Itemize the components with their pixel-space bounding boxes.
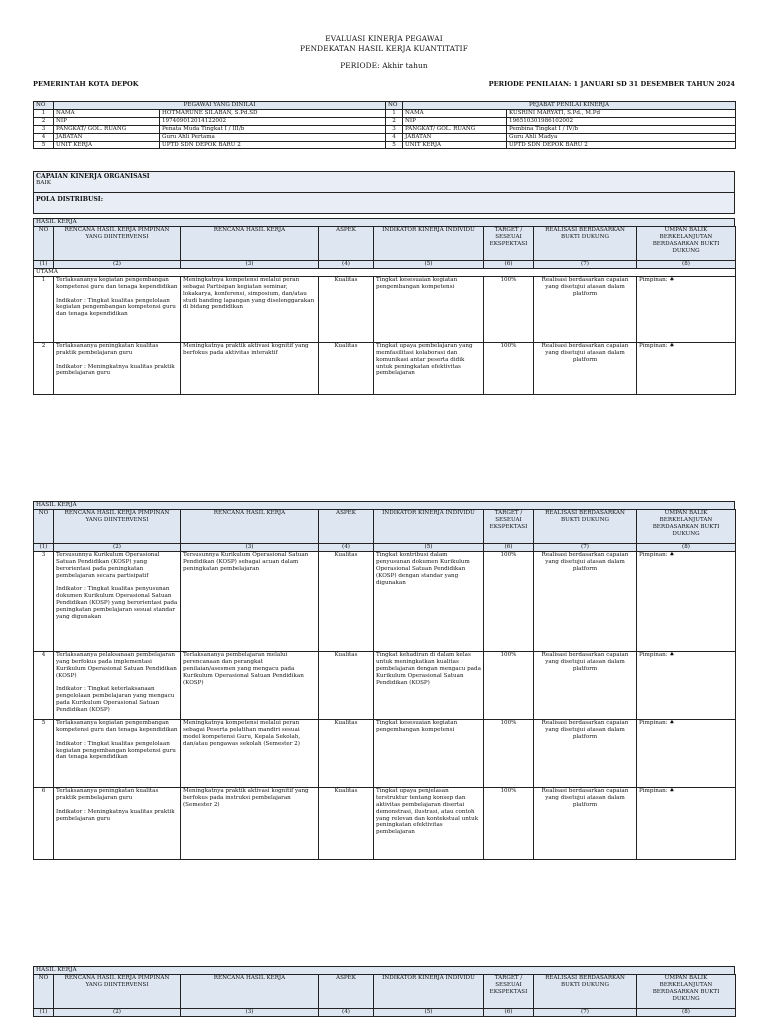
col-rencana: RENCANA HASIL KERJA xyxy=(181,975,319,1009)
item-realisasi: Realisasi berdasarkan capaian yang disetujui atasan dalam platform xyxy=(534,651,637,719)
hasil-kerja-table-1 xyxy=(33,226,736,395)
item-no: 2 xyxy=(34,342,54,394)
column-number: (1) xyxy=(34,544,54,552)
identity-no-right: 4 xyxy=(386,133,403,141)
column-number: (7) xyxy=(534,544,637,552)
item-pimpinan: Terlaksananya peningkatan kualitas praktik pembelajaran guru Indikator : Meningkatnya kualitas praktik pembelajaran guru xyxy=(54,787,181,859)
item-rencana: Meningkatnya praktik aktivasi kognitif yang berfokus pada instruksi pembelajaran (Semester 2) xyxy=(181,787,319,859)
periode-penilaian-label: PERIODE PENILAIAN: 1 JANUARI SD 31 DESEMBER TAHUN 2024 xyxy=(488,79,735,88)
hasil-kerja-block-3 xyxy=(33,966,735,1017)
identity-no-right: 5 xyxy=(386,141,403,149)
instansi-label: PEMERINTAH KOTA DEPOK xyxy=(33,79,139,88)
table-header-row xyxy=(34,975,736,1009)
identity-no-right: 2 xyxy=(386,117,403,125)
item-rencana: Meningkatnya kompetensi melalui peran sebagai Partisipan kegiatan seminar, lokakarya, konferensi, simposium, dan/atau studi banding lapangan yang diselenggarakan di bidang pendidikan xyxy=(181,276,319,342)
col-rencana: RENCANA HASIL KERJA xyxy=(181,227,319,261)
col-umpan: UMPAN BALIK BERKELANJUTAN BERDASARKAN BUKTI DUKUNG xyxy=(637,975,736,1009)
pejabat-value: UPTD SDN DEPOK BARU 2 xyxy=(507,141,736,149)
col-rencana-pimpinan: RENCANA HASIL KERJA PIMPINAN YANG DIINTERVENSI xyxy=(54,975,181,1009)
item-aspek: Kualitas xyxy=(319,551,374,651)
identity-no: 3 xyxy=(34,125,54,133)
col-aspek: ASPEK xyxy=(319,227,374,261)
header-meta-row xyxy=(33,80,735,88)
identity-no: 5 xyxy=(34,141,54,149)
item-aspek: Kualitas xyxy=(319,719,374,787)
hasil-kerja-block-2 xyxy=(33,501,735,860)
pegawai-value: 197409012014122002 xyxy=(160,117,386,125)
identity-row xyxy=(34,141,736,149)
item-pimpinan: Terlaksananya pelaksanaan pembelajaran yang berfokus pada implementasi Kurikulum Operasional Satuan Pendidikan (KOSP) Indikator : Tingkat keterlaksanaan pengelolaan pembelajaran yang mengacu pada Kurikulum Operasional Satuan Pendidikan (KOSP) xyxy=(54,651,181,719)
col-rencana: RENCANA HASIL KERJA xyxy=(181,510,319,544)
col-indikator: INDIKATOR KINERJA INDIVIDU xyxy=(374,227,484,261)
utama-label: UTAMA xyxy=(34,268,736,276)
pejabat-header: PEJABAT PENILAI KINERJA xyxy=(403,102,736,110)
identity-label-right: PANGKAT/ GOL. RUANG xyxy=(403,125,507,133)
hasil-kerja-title: HASIL KERJA xyxy=(33,501,735,509)
item-umpan: Pimpinan: ♠ xyxy=(637,551,736,651)
item-target: 100% xyxy=(484,551,534,651)
title-line-2: PENDEKATAN HASIL KERJA KUANTITATIF xyxy=(300,43,468,53)
pegawai-value: UPTD SDN DEPOK BARU 2 xyxy=(160,141,386,149)
column-number: (1) xyxy=(34,261,54,269)
hasil-kerja-table-3 xyxy=(33,974,736,1017)
item-rencana: Meningkatnya praktik aktivasi kognitif yang berfokus pada aktivitas interaktif xyxy=(181,342,319,394)
col-no: NO xyxy=(34,510,54,544)
col-indikator: INDIKATOR KINERJA INDIVIDU xyxy=(374,510,484,544)
item-aspek: Kualitas xyxy=(319,342,374,394)
item-rencana: Terlaksananya pembelajaran melalui perencanaan dan perangkat penilaian/asesmen yang mengacu pada Kurikulum Operasional Satuan Pendidikan (KOSP) xyxy=(181,651,319,719)
col-no: NO xyxy=(34,975,54,1009)
item-pimpinan: Terlaksananya peningkatan kualitas praktik pembelajaran guru Indikator : Meningkatnya kualitas praktik pembelajaran guru xyxy=(54,342,181,394)
item-target: 100% xyxy=(484,651,534,719)
table-row xyxy=(34,276,736,342)
column-number: (8) xyxy=(637,544,736,552)
col-realisasi: REALISASI BERDASARKAN BUKTI DUKUNG xyxy=(534,510,637,544)
hasil-kerja-block-1 xyxy=(33,218,735,395)
item-realisasi: Realisasi berdasarkan capaian yang disetujui atasan dalam platform xyxy=(534,342,637,394)
column-number: (7) xyxy=(534,261,637,269)
column-number: (8) xyxy=(637,1009,736,1017)
column-number: (2) xyxy=(54,261,181,269)
item-no: 4 xyxy=(34,651,54,719)
item-target: 100% xyxy=(484,787,534,859)
item-target: 100% xyxy=(484,276,534,342)
col-realisasi: REALISASI BERDASARKAN BUKTI DUKUNG xyxy=(534,227,637,261)
identity-label: NIP xyxy=(54,117,160,125)
item-umpan: Pimpinan: ♠ xyxy=(637,276,736,342)
col-umpan: UMPAN BALIK BERKELANJUTAN BERDASARKAN BUKTI DUKUNG xyxy=(637,510,736,544)
pejabat-value: KUSRINI MARYATI, S.Pd., M.Pd xyxy=(507,109,736,117)
item-pimpinan: Terlaksananya kegiatan pengembangan kompetensi guru dan tenaga kependidikan Indikator : Tingkat kualitas pengelolaan kegiatan pengembangan kompetensi guru dan tenaga kependidikan xyxy=(54,719,181,787)
item-no: 5 xyxy=(34,719,54,787)
column-number: (4) xyxy=(319,1009,374,1017)
pegawai-value: Penata Muda Tingkat I / III/b xyxy=(160,125,386,133)
pola-label: POLA DISTRIBUSI: xyxy=(36,196,103,203)
pegawai-header: PEGAWAI YANG DINILAI xyxy=(54,102,386,110)
table-row xyxy=(34,342,736,394)
identity-row xyxy=(34,133,736,141)
pegawai-value: HOTMARUNE SILABAN, S.Pd.SD xyxy=(160,109,386,117)
title-line-1: EVALUASI KINERJA PEGAWAI xyxy=(325,34,443,43)
identity-label: UNIT KERJA xyxy=(54,141,160,149)
identity-label: JABATAN xyxy=(54,133,160,141)
identity-no: 4 xyxy=(34,133,54,141)
column-number: (3) xyxy=(181,261,319,269)
identity-label-right: NIP xyxy=(403,117,507,125)
item-no: 3 xyxy=(34,551,54,651)
item-rencana: Meningkatnya kompetensi melalui peran sebagai Peserta pelatihan mandiri sesuai model kompetensi Guru, Kepala Sekolah, dan/atau pengawas sekolah (Semester 2) xyxy=(181,719,319,787)
hasil-kerja-title: HASIL KERJA xyxy=(33,218,735,226)
item-umpan: Pimpinan: ♠ xyxy=(637,342,736,394)
item-indikator: Tingkat kontribusi dalam penyusunan dokumen Kurikulum Operasional Satuan Pendidikan (KOSP) dengan standar yang digunakan xyxy=(374,551,484,651)
item-aspek: Kualitas xyxy=(319,651,374,719)
table-header-row xyxy=(34,227,736,261)
hasil-kerja-title: HASIL KERJA xyxy=(33,966,735,974)
col-rencana-pimpinan: RENCANA HASIL KERJA PIMPINAN YANG DIINTERVENSI xyxy=(54,227,181,261)
col-aspek: ASPEK xyxy=(319,510,374,544)
column-number: (6) xyxy=(484,261,534,269)
identity-label-right: NAMA xyxy=(403,109,507,117)
identity-row xyxy=(34,125,736,133)
item-no: 6 xyxy=(34,787,54,859)
column-number: (8) xyxy=(637,261,736,269)
item-realisasi: Realisasi berdasarkan capaian yang disetujui atasan dalam platform xyxy=(534,787,637,859)
item-umpan: Pimpinan: ♠ xyxy=(637,787,736,859)
col-target: TARGET / SESEUAI EKSPEKTASI xyxy=(484,510,534,544)
item-indikator: Tingkat upaya penjelasan terstruktur tentang konsep dan aktivitas pembelajaran disertai demonstrasi, ilustrasi, atau contoh yang relevan dan kontekstual untuk peningkatan efektivitas pembelajaran xyxy=(374,787,484,859)
identity-no-header: NO xyxy=(34,102,54,110)
identity-label-right: UNIT KERJA xyxy=(403,141,507,149)
item-target: 100% xyxy=(484,342,534,394)
item-no: 1 xyxy=(34,276,54,342)
capaian-value: BAIK xyxy=(36,180,52,186)
utama-row xyxy=(34,268,736,276)
col-target: TARGET / SESEUAI EKSPEKTASI xyxy=(484,975,534,1009)
item-indikator: Tingkat kesesuaian kegiatan pengembangan kompetensi xyxy=(374,719,484,787)
table-row xyxy=(34,787,736,859)
pegawai-value: Guru Ahli Pertama xyxy=(160,133,386,141)
column-number: (6) xyxy=(484,1009,534,1017)
identity-section xyxy=(33,101,735,149)
item-indikator: Tingkat kesesuaian kegiatan pengembangan kompetensi xyxy=(374,276,484,342)
column-number: (2) xyxy=(54,1009,181,1017)
item-pimpinan: Terlaksananya kegiatan pengembangan kompetensi guru dan tenaga kependidikan Indikator : Tingkat kualitas pengelolaan kegiatan pengembangan kompetensi guru dan tenaga kependidikan xyxy=(54,276,181,342)
table-header-row xyxy=(34,510,736,544)
identity-label-right: JABATAN xyxy=(403,133,507,141)
item-aspek: Kualitas xyxy=(319,276,374,342)
capaian-section xyxy=(33,171,735,214)
periode-label: PERIODE: Akhir tahun xyxy=(340,61,428,70)
document-header xyxy=(33,34,735,88)
item-realisasi: Realisasi berdasarkan capaian yang disetujui atasan dalam platform xyxy=(534,719,637,787)
column-number: (6) xyxy=(484,544,534,552)
identity-no-header-right: NO xyxy=(386,102,403,110)
table-row xyxy=(34,651,736,719)
column-number-row xyxy=(34,544,736,552)
identity-no: 2 xyxy=(34,117,54,125)
column-number: (5) xyxy=(374,544,484,552)
item-umpan: Pimpinan: ♠ xyxy=(637,719,736,787)
item-realisasi: Realisasi berdasarkan capaian yang disetujui atasan dalam platform xyxy=(534,276,637,342)
column-number: (4) xyxy=(319,544,374,552)
col-no: NO xyxy=(34,227,54,261)
item-aspek: Kualitas xyxy=(319,787,374,859)
hasil-kerja-table-2 xyxy=(33,509,736,860)
column-number: (3) xyxy=(181,544,319,552)
identity-no-right: 1 xyxy=(386,109,403,117)
item-pimpinan: Tersusunnya Kurikulum Operasional Satuan Pendidikan (KOSP) yang berorientasi pada peningkatan pembelajaran secara partisipatif Indikator : Tingkat kualitas penyusunan dokumen Kurikulum Operasional Satuan Pendidikan (KOSP) yang berorientasi pada peningkatan pembelajaran sesuai standar yang digunakan xyxy=(54,551,181,651)
identity-label: PANGKAT/ GOL. RUANG xyxy=(54,125,160,133)
item-target: 100% xyxy=(484,719,534,787)
column-number: (5) xyxy=(374,1009,484,1017)
item-umpan: Pimpinan: ♠ xyxy=(637,651,736,719)
item-rencana: Tersusunnya Kurikulum Operasional Satuan Pendidikan (KOSP) sebagai acuan dalam peningkatan pembelajaran xyxy=(181,551,319,651)
capaian-label: CAPAIAN KINERJA ORGANISASI xyxy=(36,173,150,180)
identity-row xyxy=(34,117,736,125)
item-indikator: Tingkat kehadiran di dalam kelas untuk meningkatkan kualitas pembelajaran dengan mengacu pada Kurikulum Operasional Satuan Pendidikan (KOSP) xyxy=(374,651,484,719)
column-number: (2) xyxy=(54,544,181,552)
column-number: (4) xyxy=(319,261,374,269)
identity-row xyxy=(34,109,736,117)
col-umpan: UMPAN BALIK BERKELANJUTAN BERDASARKAN BUKTI DUKUNG xyxy=(637,227,736,261)
column-number-row xyxy=(34,261,736,269)
column-number: (3) xyxy=(181,1009,319,1017)
col-realisasi: REALISASI BERDASARKAN BUKTI DUKUNG xyxy=(534,975,637,1009)
column-number: (5) xyxy=(374,261,484,269)
column-number: (7) xyxy=(534,1009,637,1017)
item-indikator: Tingkat upaya pembelajaran yang memfasilitasi kolaborasi dan komunikasi antar peserta didik untuk peningkatan efektivitas pembelajaran xyxy=(374,342,484,394)
identity-no: 1 xyxy=(34,109,54,117)
column-number: (1) xyxy=(34,1009,54,1017)
col-aspek: ASPEK xyxy=(319,975,374,1009)
identity-label: NAMA xyxy=(54,109,160,117)
col-target: TARGET / SESEUAI EKSPEKTASI xyxy=(484,227,534,261)
table-row xyxy=(34,551,736,651)
identity-table xyxy=(33,101,736,149)
column-number-row xyxy=(34,1009,736,1017)
table-row xyxy=(34,719,736,787)
col-indikator: INDIKATOR KINERJA INDIVIDU xyxy=(374,975,484,1009)
pejabat-value: Guru Ahli Madya xyxy=(507,133,736,141)
pejabat-value: 196510301986102002 xyxy=(507,117,736,125)
pejabat-value: Pembina Tingkat I / IV/b xyxy=(507,125,736,133)
col-rencana-pimpinan: RENCANA HASIL KERJA PIMPINAN YANG DIINTERVENSI xyxy=(54,510,181,544)
identity-no-right: 3 xyxy=(386,125,403,133)
item-realisasi: Realisasi berdasarkan capaian yang disetujui atasan dalam platform xyxy=(534,551,637,651)
